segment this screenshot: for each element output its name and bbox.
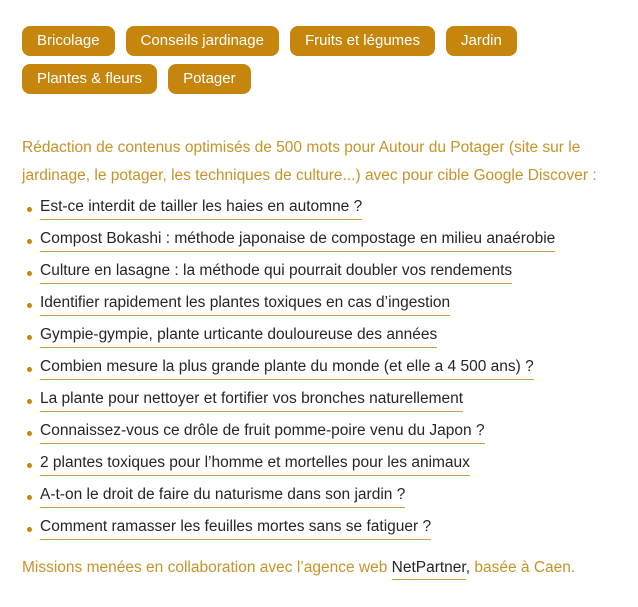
tag-fruits-et-legumes[interactable]: Fruits et légumes <box>290 26 435 56</box>
list-item <box>27 231 616 252</box>
footer-note <box>22 556 616 580</box>
tag-plantes-fleurs[interactable]: Plantes & fleurs <box>22 64 157 94</box>
list-item <box>27 519 616 540</box>
tag-bricolage[interactable]: Bricolage <box>22 26 115 56</box>
bullet-icon <box>27 463 32 468</box>
list-item <box>27 263 616 284</box>
article-link-6[interactable]: Combien mesure la plus grande plante du monde (et elle a 4 500 ans) ? <box>40 359 534 380</box>
list-item <box>27 423 616 444</box>
bullet-icon <box>27 431 32 436</box>
list-item <box>27 487 616 508</box>
article-link-2[interactable]: Compost Bokashi : méthode japonaise de compostage en milieu anaérobie <box>40 231 555 252</box>
bullet-icon <box>27 271 32 276</box>
article-link-5[interactable]: Gympie-gympie, plante urticante douloureuse des années <box>40 327 437 348</box>
list-item <box>27 455 616 476</box>
list-item <box>27 199 616 220</box>
list-item <box>27 295 616 316</box>
footer-text-suffix: basée à Caen. <box>470 559 576 576</box>
article-link-9[interactable]: 2 plantes toxiques pour l’homme et mortelles pour les animaux <box>40 455 470 476</box>
tag-potager[interactable]: Potager <box>168 64 251 94</box>
bullet-icon <box>27 335 32 340</box>
bullet-icon <box>27 495 32 500</box>
tag-conseils-jardinage[interactable]: Conseils jardinage <box>126 26 279 56</box>
list-item <box>27 327 616 348</box>
tag-list <box>22 26 616 94</box>
footer-comma: , <box>465 559 471 576</box>
list-item <box>27 391 616 412</box>
footer-text-prefix: Missions menées en collaboration avec l’agence web <box>22 559 392 576</box>
bullet-icon <box>27 367 32 372</box>
list-item <box>27 359 616 380</box>
tag-jardin[interactable]: Jardin <box>446 26 517 56</box>
bullet-icon <box>27 399 32 404</box>
netpartner-link[interactable]: NetPartner <box>392 559 466 580</box>
article-link-3[interactable]: Culture en lasagne : la méthode qui pourrait doubler vos rendements <box>40 263 512 284</box>
article-link-4[interactable]: Identifier rapidement les plantes toxiques en cas d’ingestion <box>40 295 450 316</box>
bullet-icon <box>27 207 32 212</box>
article-link-10[interactable]: A-t-on le droit de faire du naturisme dans son jardin ? <box>40 487 405 508</box>
article-link-11[interactable]: Comment ramasser les feuilles mortes sans se fatiguer ? <box>40 519 431 540</box>
article-list <box>22 199 616 540</box>
bullet-icon <box>27 239 32 244</box>
article-link-8[interactable]: Connaissez-vous ce drôle de fruit pomme-poire venu du Japon ? <box>40 423 485 444</box>
intro-paragraph: Rédaction de contenus optimisés de 500 mots pour Autour du Potager (site sur le jardinage, le potager, les techniques de culture...) avec pour cible Google Discover : <box>22 139 597 184</box>
bullet-icon <box>27 303 32 308</box>
article-link-1[interactable]: Est-ce interdit de tailler les haies en automne ? <box>40 199 362 220</box>
article-link-7[interactable]: La plante pour nettoyer et fortifier vos bronches naturellement <box>40 391 463 412</box>
bullet-icon <box>27 527 32 532</box>
